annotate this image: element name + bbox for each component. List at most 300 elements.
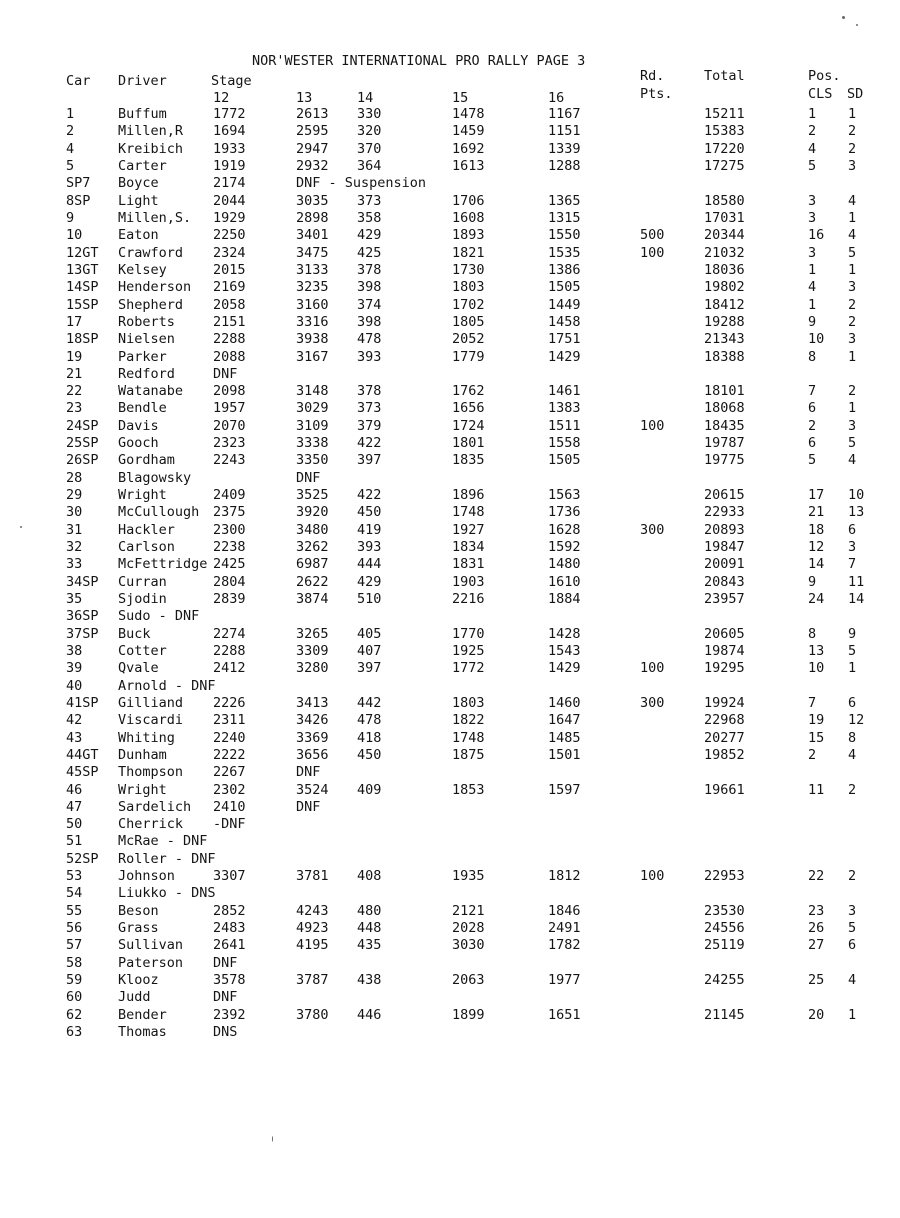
cell-s14: 438 [357,972,382,988]
cell-sd: 3 [848,279,857,296]
cell-s12: 2240 [213,729,246,746]
cell-cls: 14 [808,556,825,573]
cell-s13: 2613 [296,106,329,122]
cell-s14: 442 [357,694,382,711]
table-row [0,279,900,296]
cell-driver: Curran [118,573,167,590]
cell-s14: 407 [357,642,382,659]
cell-car: 45SP [66,764,99,781]
header-stage-14: 14 [357,90,374,106]
cell-sd: 1 [848,660,857,677]
cell-s15: 1801 [452,435,485,452]
cell-total: 20843 [704,573,745,590]
cell-s13: 3029 [296,400,329,417]
table-row [0,903,900,920]
cell-driver: Judd [118,989,151,1006]
cell-s13: 6987 [296,556,329,573]
cell-s16: 1535 [548,244,581,261]
cell-car: 40 [66,677,83,694]
cell-total: 19847 [704,539,745,555]
cell-s12: 2324 [213,244,246,261]
cell-driver: Bender [118,1006,167,1023]
cell-cls: 3 [808,244,817,261]
cell-sd: 2 [848,383,857,400]
cell-cls: 10 [808,331,825,348]
cell-driver: Redford [118,365,175,382]
cell-total: 19295 [704,660,745,677]
table-row [0,885,900,902]
cell-s13: 3160 [296,296,329,313]
cell-s14: 364 [357,158,382,174]
table-row [0,504,900,521]
cell-sd: 1 [848,400,857,417]
cell-car: 8SP [66,192,91,209]
table-row [0,210,900,227]
table-row [0,782,900,799]
cell-s12: 2098 [213,383,246,400]
cell-s13: 4243 [296,902,329,919]
table-row [0,937,900,954]
cell-s16: 1628 [548,521,581,538]
table-row [0,487,900,504]
table-row [0,331,900,348]
cell-driver: Johnson [118,868,175,885]
cell-total: 18101 [704,383,745,400]
cell-total: 19787 [704,435,745,452]
cell-car: 5 [66,158,75,174]
header-driver: Driver [118,73,167,89]
cell-s13: 3426 [296,712,329,729]
cell-driver: Liukko - DNS [118,885,216,902]
cell-total: 18388 [704,348,745,365]
table-row [0,643,900,660]
cell-s12: 2243 [213,452,246,469]
cell-s14: 397 [357,452,382,469]
cell-driver: Buffum [118,106,167,122]
cell-cls: 6 [808,435,817,452]
cell-s13: 3309 [296,642,329,659]
table-row [0,158,900,175]
table-row [0,123,900,140]
cell-s15: 1896 [452,487,485,503]
cell-car: 4 [66,140,75,157]
cell-total: 19802 [704,279,745,296]
cell-sd: 3 [848,417,857,434]
cell-cls: 7 [808,383,817,400]
cell-s12: 2804 [213,573,246,590]
table-row [0,868,900,885]
cell-s15: 1779 [452,348,485,365]
cell-cls: 27 [808,937,825,954]
cell-s12: 2323 [213,435,246,452]
cell-driver: Light [118,192,159,209]
cell-s12: 2409 [213,487,246,503]
cell-s15: 1853 [452,781,485,798]
cell-driver: Eaton [118,227,159,244]
scan-speck [856,24,858,26]
cell-s13: 2595 [296,123,329,140]
cell-cls: 22 [808,868,825,885]
cell-s12: 2151 [213,313,246,330]
cell-driver: Hackler [118,521,175,538]
cell-sd: 1 [848,348,857,365]
cell-s12: 2852 [213,902,246,919]
cell-sd: 5 [848,244,857,261]
cell-total: 19775 [704,452,745,469]
cell-total: 24255 [704,972,745,988]
table-row [0,539,900,556]
cell-s16: 1651 [548,1006,581,1023]
table-row [0,678,900,695]
header-stage-12: 12 [213,90,230,106]
cell-s13: 3938 [296,331,329,348]
cell-driver: Boyce [118,175,159,192]
cell-driver: Millen,S. [118,209,192,226]
cell-s13: 3781 [296,868,329,885]
table-row [0,1024,900,1041]
cell-s16: 1151 [548,123,581,140]
cell-total: 20091 [704,556,745,573]
cell-s15: 1935 [452,868,485,885]
cell-sd: 2 [848,781,857,798]
cell-s14: 435 [357,937,382,954]
table-row [0,262,900,279]
cell-s12: 2483 [213,920,246,936]
cell-cls: 1 [808,106,817,122]
cell-s14: 320 [357,123,382,140]
table-row [0,989,900,1006]
cell-sd: 6 [848,521,857,538]
cell-cls: 3 [808,209,817,226]
cell-s14: 409 [357,781,382,798]
cell-s13: DNF [296,469,321,486]
cell-s14: 405 [357,625,382,642]
cell-s14: 393 [357,539,382,555]
cell-rd: 100 [640,868,665,885]
cell-s12: DNF [213,954,238,971]
cell-s13: 3656 [296,746,329,763]
cell-car: 22 [66,383,83,400]
cell-s16: 1458 [548,313,581,330]
table-row [0,452,900,469]
cell-total: 18580 [704,192,745,209]
cell-s15: 1835 [452,452,485,469]
cell-s16: 1610 [548,573,581,590]
cell-driver: Gooch [118,435,159,452]
cell-s16: 1461 [548,383,581,400]
cell-car: 44GT [66,746,99,763]
cell-total: 20605 [704,625,745,642]
cell-cls: 2 [808,417,817,434]
cell-s13: 3167 [296,348,329,365]
cell-total: 17220 [704,140,745,157]
cell-s13: 3475 [296,244,329,261]
cell-cls: 24 [808,591,825,607]
cell-s15: 2052 [452,331,485,348]
cell-s14: 478 [357,331,382,348]
cell-s13: 3280 [296,660,329,677]
cell-driver: Cherrick [118,816,184,833]
cell-total: 17275 [704,158,745,174]
table-row [0,418,900,435]
cell-total: 19661 [704,781,745,798]
cell-s15: 1748 [452,729,485,746]
cell-sd: 6 [848,937,857,954]
cell-total: 18435 [704,417,745,434]
cell-sd: 7 [848,556,857,573]
cell-s14: 379 [357,417,382,434]
cell-driver: Cotter [118,642,167,659]
cell-sd: 3 [848,539,857,555]
cell-cls: 19 [808,712,825,729]
cell-s15: 3030 [452,937,485,954]
cell-s15: 1478 [452,106,485,122]
cell-s15: 1803 [452,694,485,711]
cell-total: 22968 [704,712,745,729]
cell-total: 20344 [704,227,745,244]
cell-total: 23530 [704,902,745,919]
table-row [0,833,900,850]
cell-s12: 2058 [213,296,246,313]
cell-s12: 2250 [213,227,246,244]
cell-s12: 1919 [213,158,246,174]
cell-sd: 4 [848,192,857,209]
cell-s15: 1613 [452,158,485,174]
cell-s14: 358 [357,209,382,226]
cell-driver: Buck [118,625,151,642]
cell-s15: 2121 [452,902,485,919]
cell-cls: 10 [808,660,825,677]
cell-s16: 1501 [548,746,581,763]
header-sd: SD [847,86,864,102]
cell-cls: 4 [808,140,817,157]
table-row [0,227,900,244]
cell-s16: 1339 [548,140,581,157]
cell-cls: 23 [808,902,825,919]
cell-driver: Whiting [118,729,175,746]
cell-s12: 2267 [213,764,246,781]
cell-s16: 1428 [548,625,581,642]
cell-s15: 1702 [452,296,485,313]
cell-rd: 100 [640,244,665,261]
cell-driver: Blagowsky [118,469,192,486]
cell-s15: 1893 [452,227,485,244]
table-row [0,730,900,747]
cell-sd: 4 [848,227,857,244]
cell-s13: 4923 [296,920,329,936]
cell-s16: 1751 [548,331,581,348]
cell-driver: Arnold - DNF [118,677,216,694]
cell-s15: 1748 [452,504,485,521]
table-row [0,695,900,712]
table-row [0,366,900,383]
cell-sd: 1 [848,106,857,122]
cell-sd: 3 [848,331,857,348]
cell-driver: Wright [118,487,167,503]
table-row [0,245,900,262]
cell-s14: 330 [357,106,382,122]
cell-driver: Gilliand [118,694,184,711]
cell-car: 1 [66,106,75,122]
cell-sd: 2 [848,296,857,313]
cell-s15: 1875 [452,746,485,763]
cell-s15: 2028 [452,920,485,936]
cell-s14: 418 [357,729,382,746]
cell-s14: 446 [357,1006,382,1023]
cell-s13: 3265 [296,625,329,642]
cell-sd: 14 [848,591,865,607]
cell-driver: Crawford [118,244,184,261]
cell-cls: 5 [808,158,817,174]
cell-s12: 2015 [213,261,246,278]
cell-car: 31 [66,521,83,538]
cell-s14: 419 [357,521,382,538]
cell-s16: 1884 [548,591,581,607]
cell-sd: 2 [848,140,857,157]
cell-car: 39 [66,660,83,677]
cell-car: 58 [66,954,83,971]
cell-s15: 1762 [452,383,485,400]
cell-s16: 1511 [548,417,581,434]
cell-rd: 100 [640,417,665,434]
table-row [0,764,900,781]
cell-s15: 2063 [452,972,485,988]
cell-s12: 1772 [213,106,246,122]
cell-total: 19924 [704,694,745,711]
header-pos: Pos. [808,68,841,84]
cell-s16: 1846 [548,902,581,919]
cell-total: 17031 [704,209,745,226]
cell-s13: 3920 [296,504,329,521]
cell-driver: Kelsey [118,261,167,278]
cell-s15: 1692 [452,140,485,157]
cell-s16: 1592 [548,539,581,555]
cell-rd: 100 [640,660,665,677]
cell-s14: 378 [357,383,382,400]
cell-sd: 5 [848,642,857,659]
cell-s15: 1925 [452,642,485,659]
cell-cls: 9 [808,573,817,590]
cell-s14: 450 [357,504,382,521]
cell-s16: 2491 [548,920,581,936]
cell-sd: 1 [848,261,857,278]
cell-s16: 1977 [548,972,581,988]
cell-s16: 1782 [548,937,581,954]
cell-total: 23957 [704,591,745,607]
header-pts: Pts. [640,86,673,102]
cell-s13: DNF [296,798,321,815]
cell-s13: DNF [296,764,321,781]
table-row [0,972,900,989]
cell-total: 25119 [704,937,745,954]
cell-driver: Sudo - DNF [118,608,200,625]
cell-car: 9 [66,209,75,226]
cell-total: 18412 [704,296,745,313]
table-row [0,400,900,417]
cell-s16: 1449 [548,296,581,313]
cell-s12: 2288 [213,331,246,348]
header-total: Total [704,68,745,84]
cell-driver: Sullivan [118,937,184,954]
header-cls: CLS [808,86,833,102]
page-title: NOR'WESTER INTERNATIONAL PRO RALLY PAGE 3 [252,53,586,69]
cell-s15: 1831 [452,556,485,573]
table-row [0,626,900,643]
cell-rd: 300 [640,521,665,538]
cell-car: 30 [66,504,83,521]
cell-car: 51 [66,833,83,850]
cell-s16: 1480 [548,556,581,573]
cell-s14: 429 [357,227,382,244]
cell-car: 42 [66,712,83,729]
header-stage: Stage [211,73,252,89]
cell-sd: 2 [848,123,857,140]
cell-s12: 2641 [213,937,246,954]
cell-total: 21032 [704,244,745,261]
cell-cls: 21 [808,504,825,521]
cell-driver: Shepherd [118,296,184,313]
cell-s13: 3480 [296,521,329,538]
cell-s15: 1899 [452,1006,485,1023]
table-row [0,851,900,868]
cell-sd: 5 [848,435,857,452]
table-row [0,660,900,677]
cell-total: 24556 [704,920,745,936]
cell-s12: 2302 [213,781,246,798]
cell-sd: 10 [848,487,865,503]
cell-s15: 1730 [452,261,485,278]
header-rd: Rd. [640,68,665,84]
cell-s15: 1772 [452,660,485,677]
cell-driver: Kreibich [118,140,184,157]
cell-car: 21 [66,365,83,382]
cell-s12: 2839 [213,591,246,607]
cell-cls: 13 [808,642,825,659]
cell-car: 13GT [66,261,99,278]
cell-s16: 1505 [548,452,581,469]
cell-s13: DNF - Suspension [296,175,427,192]
cell-total: 20615 [704,487,745,503]
cell-sd: 8 [848,729,857,746]
cell-s12: 2044 [213,192,246,209]
cell-s16: 1543 [548,642,581,659]
table-row [0,141,900,158]
cell-s14: 398 [357,279,382,296]
cell-total: 19288 [704,313,745,330]
table-row [0,383,900,400]
cell-s12: 2410 [213,798,246,815]
cell-s14: 480 [357,902,382,919]
table-row [0,955,900,972]
cell-s12: DNS [213,1024,238,1040]
cell-car: 55 [66,902,83,919]
table-row [0,712,900,729]
cell-s13: 3035 [296,192,329,209]
cell-driver: Sjodin [118,591,167,607]
cell-driver: Roberts [118,313,175,330]
cell-driver: Roller - DNF [118,850,216,867]
cell-s14: 422 [357,487,382,503]
cell-car: 50 [66,816,83,833]
cell-s13: 2898 [296,209,329,226]
cell-cls: 3 [808,192,817,209]
cell-sd: 3 [848,158,857,174]
cell-driver: Henderson [118,279,192,296]
table-row [0,574,900,591]
cell-driver: Millen,R [118,123,184,140]
cell-car: 28 [66,469,83,486]
cell-s12: 2238 [213,539,246,555]
